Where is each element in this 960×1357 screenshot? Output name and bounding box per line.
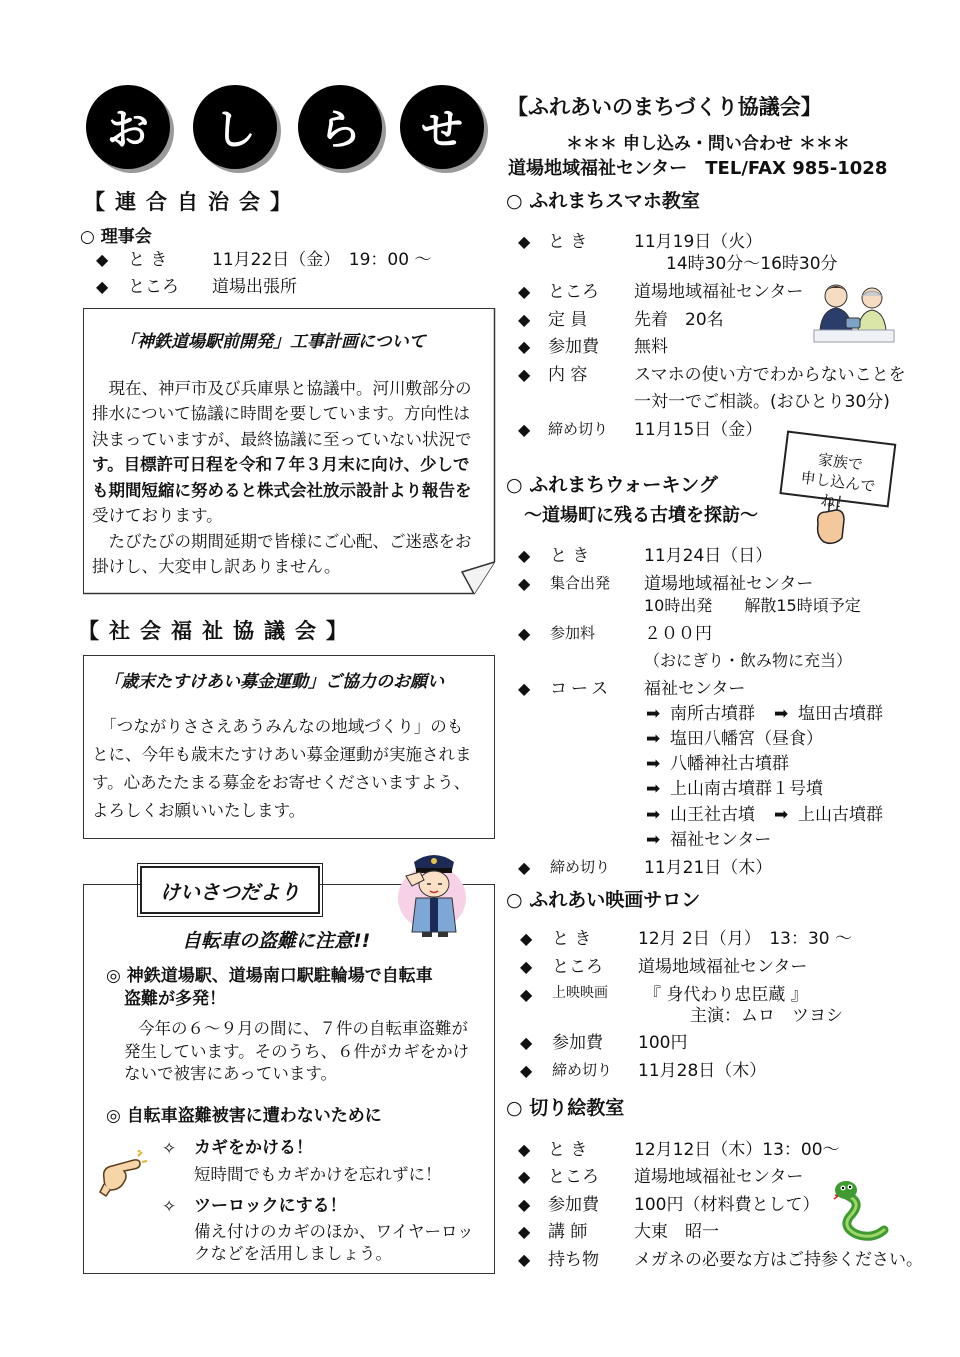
event-row-value: 道場地域福祉センター [644,574,814,594]
arrow-right-icon: ➡ [646,830,661,850]
event-row-value: 大東 昭一 [634,1222,719,1242]
donation-line: 「つながりささえあうみんなの地域づくり」のも [92,717,464,736]
fureai-contact-line1: ＊＊＊ 申し込み・問い合わせ ＊＊＊ [566,134,850,154]
construction-notice-line: 現在、神戸市及び兵庫県と協議中。河川敷部分の [92,379,472,398]
event-row-value: 12月 2日（月） 13：30 ～ [638,929,853,949]
donation-line: よろしくお願いいたします。 [92,801,306,820]
event-row-value: 一対一でご相談。(おひとり30分) [634,392,890,412]
event-row-value: 11月21日（木） [644,858,773,878]
construction-notice-line: 決まっていますが、最終協議に至っていない状況で [92,430,472,449]
event-row-value: 道場地域福祉センター [634,282,804,302]
construction-notice-title: 「神鉄道場駅前開発」工事計画について [120,332,426,352]
donation-line: す。心あたたまる募金をお寄せくださいますよう、 [92,773,471,792]
event-row-label: ところ [548,1167,599,1187]
arrow-right-icon: ➡ [646,704,661,724]
event-row-label: 締め切り [548,420,609,438]
event-row-value: 12月12日（木）13：00～ [634,1140,840,1160]
construction-notice-line: 排水について協議に時間を要しています。方向性は [92,404,470,423]
shakai-heading: 【社会福祉協議会】 [78,619,357,643]
diamond-bullet: ◆ [518,420,531,439]
bicycle-point1-body: 今年の６～９月の間に、７件の自転車盗難が [138,1019,468,1038]
diamond-bullet: ◆ [96,277,109,296]
course-stop: 塩田古墳群 [798,704,883,724]
event-row-value: 道場地域福祉センター [638,957,808,977]
sparkle-icon: ✧ [162,1139,177,1159]
rengou-heading: 【連合自治会】 [84,190,301,214]
course-stop: 上山古墳群 [798,805,883,825]
event-row-label: と き [550,546,590,566]
event-row-label: 締め切り [550,858,611,876]
event-row-label: ところ [552,957,603,977]
title-char-o: お [86,85,170,169]
arrow-right-icon: ➡ [774,704,789,724]
construction-notice-line: 受けております。 [92,506,223,525]
event-row-value: 11月24日（日） [644,546,773,566]
sign-text [785,446,892,518]
event-movie-title: ○ ふれあい映画サロン [506,889,701,911]
bicycle-point1-body: ないで被害にあっています。 [124,1064,338,1083]
police-tag-text: けいさつだより [160,879,300,904]
event-row-label: 上映映画 [552,985,608,1001]
event-row-value: 『 身代わり忠臣蔵 』 [644,985,808,1005]
arrow-right-icon: ➡ [646,779,661,799]
event-row-label: 締め切り [552,1061,613,1079]
diamond-bullet: ◆ [518,310,531,329]
pointing-hand-illustration [98,1150,148,1200]
event-row-value: 11月15日（金） [634,420,763,440]
diamond-bullet: ◆ [518,232,531,251]
event-row-value: 14時30分～16時30分 [666,254,838,274]
event-row-label: 参加費 [548,1195,599,1215]
event-row-label: 定 員 [548,310,588,330]
construction-notice-line: 掛けし、大変申し訳ありません。 [92,557,341,576]
rengou-meeting-title: ○ 理事会 [80,227,152,247]
event-row-label: 参加費 [548,337,599,357]
course-stop: 上山南古墳群１号墳 [670,779,823,799]
diamond-bullet: ◆ [518,624,531,643]
diamond-bullet: ◆ [518,337,531,356]
diamond-bullet: ◆ [520,1033,533,1052]
diamond-bullet: ◆ [520,1061,533,1080]
diamond-bullet: ◆ [518,1222,531,1241]
event-row-label: 持ち物 [548,1250,599,1270]
bicycle-theft-title: 自転車の盗難に注意!! [182,930,371,952]
tip-body: 備え付けのカギのほか、ワイヤーロッ [194,1222,474,1241]
title-char-ra: ら [298,85,382,169]
event-walking-subtitle: ～道場町に残る古墳を探訪～ [524,505,758,526]
bicycle-point1-line: 盗難が多発！ [124,989,226,1009]
event-row-label: ところ [548,282,599,302]
course-stop: 山王社古墳 [670,805,755,825]
police-tag [140,866,320,914]
rengou-row-label: ところ [128,277,179,297]
arrow-right-icon: ➡ [774,805,789,825]
event-row-label: 参加費 [552,1033,603,1053]
rengou-row-value: 11月22日（金） 19：00 ～ [212,250,432,270]
event-row-label: コース [550,679,613,699]
diamond-bullet: ◆ [96,250,109,269]
arrow-right-icon: ➡ [646,754,661,774]
course-stop: 塩田八幡宮（昼食） [670,729,823,749]
diamond-bullet: ◆ [518,1167,531,1186]
police-officer-illustration [396,846,472,938]
diamond-bullet: ◆ [518,1195,531,1214]
title-char-shi: し [193,85,277,169]
donation-title: 「歳末たすけあい募金運動」ご協力のお願い [104,672,444,692]
sign-line: 申し込んでね！ [799,468,877,513]
sparkle-icon: ✧ [162,1197,177,1217]
snake-illustration [832,1176,892,1242]
event-row-label: と き [548,1140,588,1160]
event-row-value: 先着 20名 [634,310,724,330]
rengou-row-label: と き [128,250,168,270]
event-row-label: 参加料 [550,624,596,642]
tip-body: 短時間でもカギかけを忘れずに！ [194,1165,442,1184]
rengou-row-value: 道場出張所 [212,277,297,297]
tip-head: ツーロックにする！ [194,1196,347,1216]
consultation-illustration [812,278,896,348]
fureai-contact-line2: 道場地域福祉センター TEL/FAX 985-1028 [508,158,888,179]
diamond-bullet: ◆ [520,957,533,976]
diamond-bullet: ◆ [520,985,533,1004]
event-row-label: と き [552,929,592,949]
event-row-value: スマホの使い方でわからないことを [634,365,906,385]
bicycle-point2: ◎ 自転車盗難被害に遭わないために [106,1106,382,1126]
event-row-value: （おにぎり・飲み物に充当） [644,651,853,670]
course-stop: 福祉センター [670,830,772,850]
diamond-bullet: ◆ [520,929,533,948]
event-row-value: 主演：ムロ ツヨシ [690,1006,843,1026]
bicycle-point1-body: 発生しています。そのうち、６件がカギをかけ [124,1042,470,1061]
event-row-label: 講 師 [548,1222,588,1242]
event-row-value: ２００円 [644,624,712,644]
diamond-bullet: ◆ [518,282,531,301]
arrow-right-icon: ➡ [646,729,661,749]
event-row-value: 福祉センター [644,679,746,699]
event-row-value: 11月28日（木） [638,1061,767,1081]
construction-notice-line: す。目標許可日程を令和７年３月末に向け、少しで [92,455,470,474]
event-walking-title: ○ ふれまちウォーキング [506,474,718,496]
event-row-value: 100円（材料費として） [634,1195,820,1215]
course-stop: 南所古墳群 [670,704,755,724]
bicycle-point1-line: ◎ 神鉄道場駅、道場南口駅駐輪場で自転車 [106,966,433,986]
arrow-right-icon: ➡ [646,805,661,825]
event-row-value: 11月19日（火） [634,232,763,252]
diamond-bullet: ◆ [518,365,531,384]
event-smartphone-title: ○ ふれまちスマホ教室 [506,190,700,212]
diamond-bullet: ◆ [518,1140,531,1159]
event-row-value: 10時出発 解散15時頃予定 [644,596,861,615]
diamond-bullet: ◆ [518,546,531,565]
event-row-value: 無料 [634,337,668,357]
course-stop: 八幡神社古墳群 [670,754,789,774]
title-char-se: せ [400,85,484,169]
event-row-label: 集合出発 [550,574,611,592]
notice-box-bottom [83,592,475,596]
diamond-bullet: ◆ [518,1250,531,1269]
event-row-label: と き [548,232,588,252]
event-row-value: メガネの必要な方はご持参ください。 [634,1250,923,1270]
event-row-label: 内 容 [548,365,588,385]
tip-body: クなどを活用しましょう。 [194,1244,392,1263]
event-row-value: 道場地域福祉センター [634,1167,804,1187]
tip-head: カギをかける！ [194,1138,313,1158]
diamond-bullet: ◆ [518,858,531,877]
construction-notice-line: たびたびの期間延期で皆様にご心配、ご迷惑をお [92,532,472,551]
event-row-value: 100円 [638,1033,688,1053]
diamond-bullet: ◆ [518,679,531,698]
fureai-heading: 【ふれあいのまちづくり協議会】 [507,95,822,119]
donation-line: とに、今年も歳末たすけあい募金運動が実施されま [92,745,472,764]
event-papercut-title: ○ 切り絵教室 [506,1097,625,1119]
construction-notice-line: も期間短縮に努めると株式会社放示設計より報告を [92,481,472,500]
diamond-bullet: ◆ [518,574,531,593]
sign-line: 家族で [816,450,864,474]
